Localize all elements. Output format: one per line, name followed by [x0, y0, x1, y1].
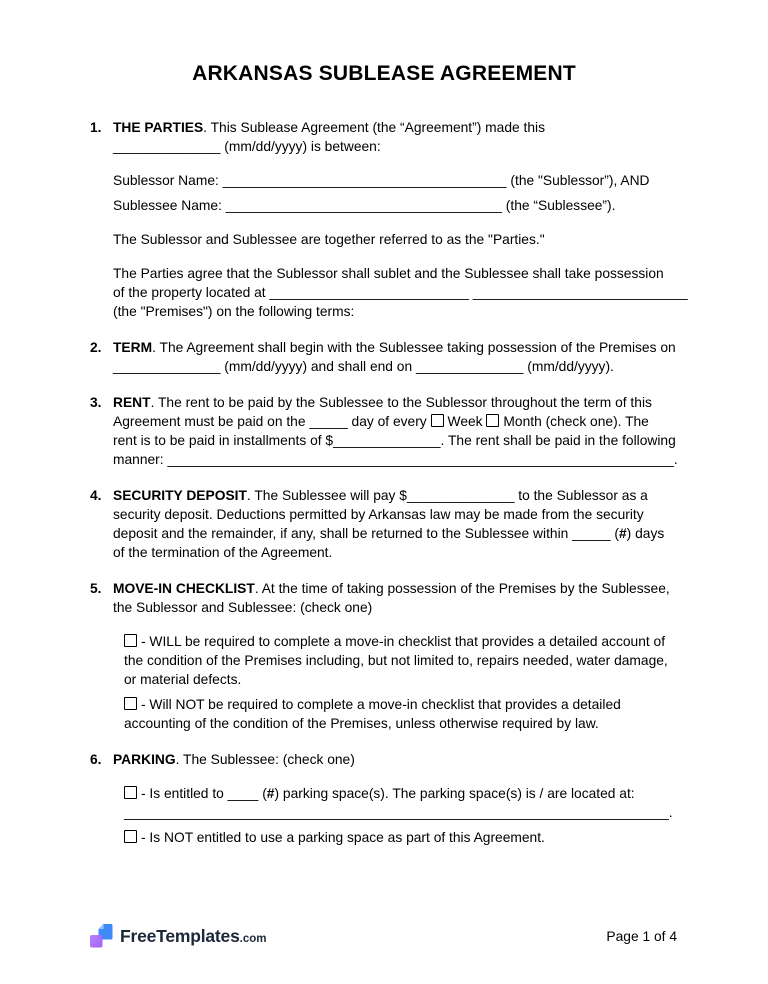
- text: the Sublessor and Sublessee: (check one): [113, 600, 373, 615]
- text: to the Sublessor as a: [514, 488, 648, 503]
- document-line: [124, 828, 677, 847]
- logo-page-fold: [99, 924, 104, 929]
- checkbox-option: [124, 828, 677, 847]
- paragraph: [113, 230, 677, 249]
- text: rent is to be paid in installments of $: [113, 433, 334, 448]
- text: Sublessor Name:: [113, 173, 223, 188]
- document-line: [124, 670, 677, 689]
- section-heading: SECURITY DEPOSIT: [113, 488, 247, 503]
- section-number: 5.: [90, 581, 102, 596]
- text: or material defects.: [124, 672, 242, 687]
- section-number: 3.: [90, 395, 102, 410]
- text: - Is entitled to: [141, 786, 228, 801]
- text: (mm/dd/yyyy) is between:: [220, 139, 381, 154]
- checkbox-option: [124, 784, 677, 822]
- section-heading: MOVE-IN CHECKLIST: [113, 581, 255, 596]
- paragraph: [113, 171, 677, 190]
- brand-name: FreeTemplates: [120, 926, 240, 946]
- blank-field[interactable]: ______________: [415, 359, 524, 374]
- document-line: [113, 357, 677, 376]
- section-number: 6.: [90, 752, 102, 767]
- document-line: [124, 784, 677, 803]
- blank-field[interactable]: ____________________________: [472, 285, 688, 300]
- text: deposit and the remainder, if any, shall be returned to the Sublessee within: [113, 526, 573, 541]
- paragraph: [113, 118, 677, 156]
- text: . The Agreement shall begin with the Sublessee taking possession of the Premises on: [152, 340, 676, 355]
- checkbox[interactable]: [486, 414, 499, 427]
- section-body: [113, 486, 677, 562]
- document-line: [113, 505, 677, 524]
- text: (mm/dd/yyyy) and shall end on: [220, 359, 416, 374]
- text: of the property located at: [113, 285, 270, 300]
- document-sections: [0, 118, 768, 847]
- blank-field[interactable]: ______________: [113, 139, 221, 154]
- text: . The rent shall be paid in the following: [440, 433, 676, 448]
- brand-suffix: .com: [239, 933, 267, 945]
- document-line: [113, 118, 677, 137]
- text: (the “Sublessee”).: [501, 198, 616, 213]
- section: [90, 338, 677, 376]
- blank-field[interactable]: __________________________________________________________________: [167, 452, 674, 467]
- text: - WILL be required to complete a move-in checklist that provides a detailed account of: [141, 634, 666, 649]
- text: Agreement must be paid on the: [113, 414, 310, 429]
- document-line: [113, 283, 688, 302]
- section-body: [113, 393, 677, 469]
- text: of the termination of the Agreement.: [113, 545, 333, 560]
- text: .: [668, 805, 673, 820]
- paragraph: [113, 338, 677, 376]
- text: The Sublessor and Sublessee are together referred to as the "Parties.": [113, 232, 545, 247]
- document-line: [124, 695, 677, 714]
- document-line: [113, 338, 677, 357]
- document-line: [113, 450, 677, 469]
- document-line: [124, 803, 677, 822]
- text: (: [258, 786, 267, 801]
- text: security deposit. Deductions permitted by Arkansas law may be made from the security: [113, 507, 644, 522]
- text: the condition of the Premises including, but not limited to, repairs needed, water damage,: [124, 653, 668, 668]
- document-line: [113, 431, 677, 450]
- checkbox-option: [124, 695, 677, 733]
- section-number: 1.: [90, 120, 102, 135]
- checkbox-option: [124, 632, 677, 689]
- document-line: [113, 264, 677, 283]
- text: day of every: [347, 414, 431, 429]
- freetemplates-logo[interactable]: [90, 924, 266, 949]
- blank-field[interactable]: ______________: [406, 488, 515, 503]
- text: . This Sublease Agreement (the “Agreement”) made this: [203, 120, 545, 135]
- text: . The Sublessee: (check one): [175, 752, 355, 767]
- paragraph: [113, 579, 677, 617]
- section-heading: RENT: [113, 395, 151, 410]
- checkbox[interactable]: [124, 786, 137, 799]
- section-body: [113, 338, 677, 376]
- blank-field[interactable]: ____________________________________: [225, 198, 502, 213]
- document-line: [113, 196, 677, 215]
- section: [90, 118, 688, 321]
- bold-text: #: [266, 786, 275, 801]
- document-line: [113, 524, 677, 543]
- blank-field[interactable]: ______________: [113, 359, 221, 374]
- section-heading: TERM: [113, 340, 153, 355]
- text: ) parking space(s). The parking space(s) is / are located at:: [274, 786, 635, 801]
- paragraph: [113, 196, 677, 215]
- blank-field[interactable]: ____: [227, 786, 259, 801]
- section: [90, 486, 677, 562]
- document-line: [113, 393, 677, 412]
- logo-square-shape: [90, 935, 103, 948]
- text: Month (check one). The: [503, 414, 649, 429]
- text: . The rent to be paid by the Sublessee to the Sublessor throughout the term of this: [150, 395, 652, 410]
- text: ) days: [626, 526, 665, 541]
- text: . At the time of taking possession of the Premises by the Sublessee,: [254, 581, 670, 596]
- document-line: [113, 486, 677, 505]
- text: (the "Premises") on the following terms:: [113, 304, 355, 319]
- section-heading: PARKING: [113, 752, 176, 767]
- document-title: ARKANSAS SUBLEASE AGREEMENT: [192, 62, 576, 85]
- document-line: [113, 598, 677, 617]
- text: . The Sublessee will pay $: [246, 488, 407, 503]
- section: [90, 393, 677, 469]
- text: (the "Sublessor”), AND: [506, 173, 650, 188]
- paragraph: [113, 486, 677, 562]
- text: .: [673, 452, 678, 467]
- document-line: [113, 579, 677, 598]
- document-line: [113, 137, 677, 156]
- text: (mm/dd/yyyy).: [523, 359, 614, 374]
- text: - Is NOT entitled to use a parking space as part of this Agreement.: [141, 830, 545, 845]
- blank-field[interactable]: ______________: [333, 433, 441, 448]
- blank-field[interactable]: _____________________________________: [222, 173, 507, 188]
- brand-text: [120, 926, 266, 947]
- blank-field[interactable]: _____: [309, 414, 348, 429]
- paragraph: [113, 393, 677, 469]
- document-line: [113, 412, 677, 431]
- text: (: [610, 526, 619, 541]
- page-number: Page 1 of 4: [606, 929, 677, 944]
- document-line: [113, 543, 677, 562]
- checkbox[interactable]: [431, 414, 444, 427]
- section-body: [113, 118, 688, 321]
- blank-field[interactable]: __________________________: [269, 285, 469, 300]
- text: - Will NOT be required to complete a move-in checklist that provides a detailed: [141, 697, 621, 712]
- document-line: [113, 302, 677, 321]
- document-line: [124, 651, 677, 670]
- paragraph: [113, 750, 677, 769]
- document-line: [124, 632, 677, 651]
- paragraph: [113, 264, 688, 321]
- checkbox[interactable]: [124, 634, 137, 647]
- section-number: 4.: [90, 488, 102, 503]
- document-line: [113, 230, 677, 249]
- section-number: 2.: [90, 340, 102, 355]
- document-line: [124, 714, 677, 733]
- text: manner:: [113, 452, 168, 467]
- text: Sublessee Name:: [113, 198, 226, 213]
- blank-field[interactable]: _______________________________________________________________________: [124, 805, 669, 820]
- page-footer: [90, 924, 677, 949]
- section-body: [113, 750, 677, 847]
- section-heading: THE PARTIES: [113, 120, 204, 135]
- text: accounting of the condition of the Premises, unless otherwise required by law.: [124, 716, 599, 731]
- text: Week: [447, 414, 487, 429]
- bold-text: #: [618, 526, 627, 541]
- section: [90, 579, 677, 733]
- blank-field[interactable]: _____: [572, 526, 611, 541]
- section: [90, 750, 677, 847]
- document-line: [113, 171, 677, 190]
- document-line: [113, 750, 677, 769]
- section-body: [113, 579, 677, 733]
- checkbox[interactable]: [124, 697, 137, 710]
- freetemplates-logo-icon: [90, 924, 113, 949]
- text: The Parties agree that the Sublessor shall sublet and the Sublessee shall take possession: [113, 266, 664, 281]
- checkbox[interactable]: [124, 830, 137, 843]
